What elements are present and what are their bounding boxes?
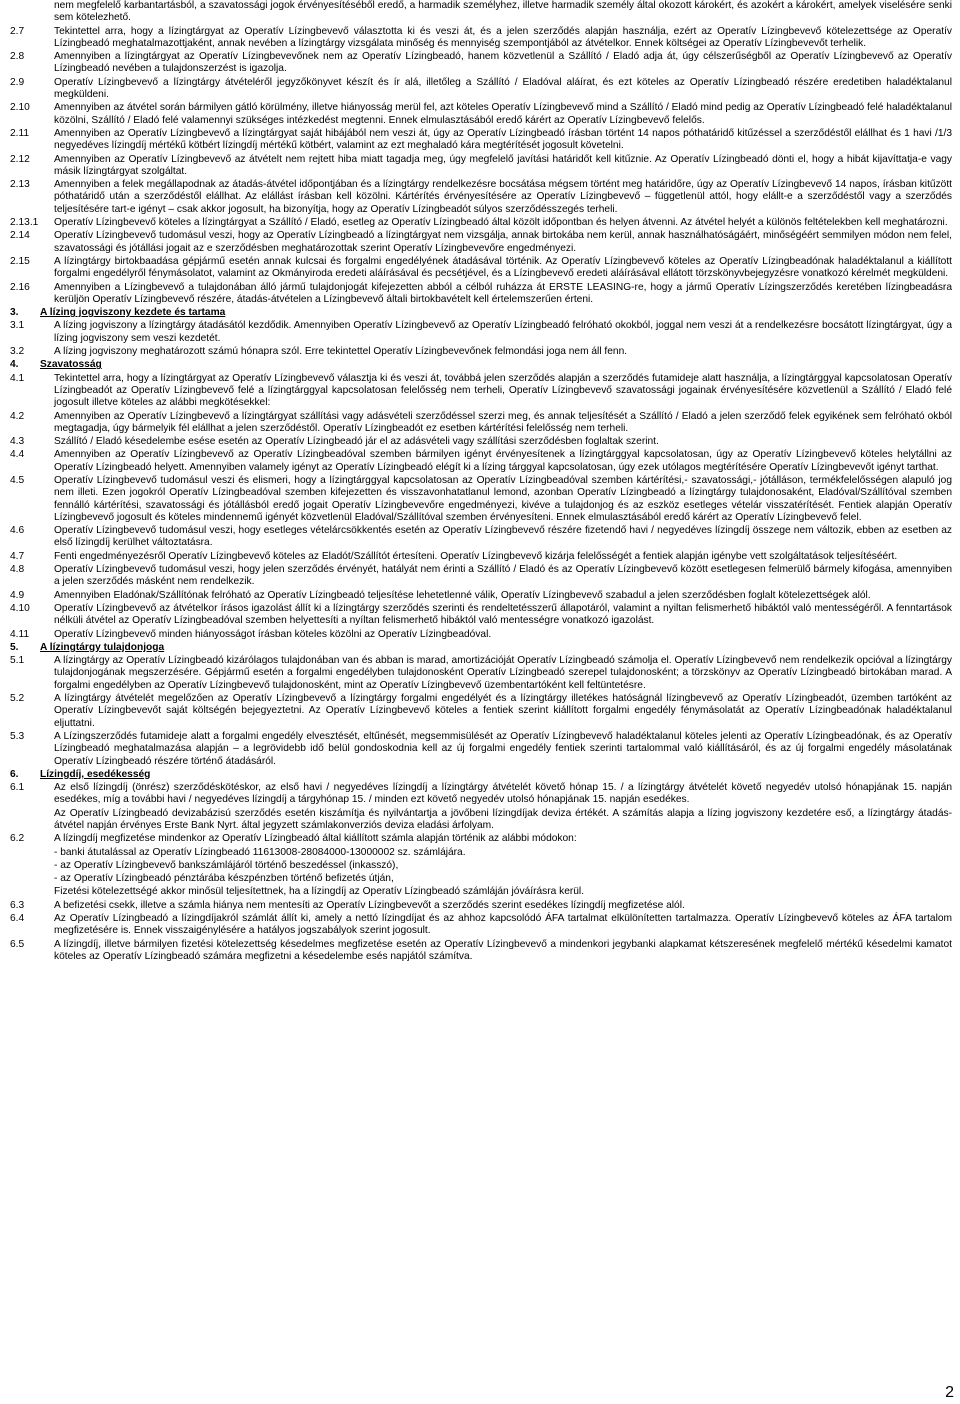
clause-number: 2.15 <box>10 255 30 267</box>
clause-text: Az első lízingdíj (önrész) szerződéskötéskor, az első havi / negyedéves lízingdíj a lízingtárgy átvételét követő hónap 15. / a lízingtárgy átvételét követő negyedév utolsó hónapjának 15. napján esedékes, míg a további havi / negyedéves lízingdíj a tárgyhónap 15. / minden ezt követő negyedév utolsó hónapjának 15. napján esedékes. <box>54 782 952 806</box>
paragraph <box>10 128 952 153</box>
clause-number: 4.8 <box>10 564 25 576</box>
clause-text: Amennyiben a Lízingbevevő a tulajdonában álló jármű tulajdonjogát kifejezetten abból a célból ruházza át ERSTE LEASING-re, hogy a jármű Operatív Lízingszerződés keretében lízingbeadásra kerüljön Operatív Lízingbevevő részére, átadás-átvételen a Lízingbevevő általi birtokbavételt kell értelemszerűen érteni. <box>54 281 952 305</box>
section-title: Szavatosság <box>40 359 102 371</box>
section-title: A lízing jogviszony kezdete és tartama <box>40 307 226 319</box>
clause-number: 3.1 <box>10 320 25 332</box>
clause-number: 2.13 <box>10 179 30 191</box>
paragraph <box>10 629 952 641</box>
clause-text: A Lízingszerződés futamideje alatt a forgalmi engedély elvesztését, eltűnését, megsemmisülését az Operatív Lízingbevevő haladéktalanul köteles jelenti az Operatív Lízingbeadónak, és az Operatív Lízingbeadó meghatalmazása alapján – a legrövidebb idő belül gondoskodnia kell az új forgalmi engedély fentiek szerinti tartalommal való kiállításáról, és az új forgalmi engedély másolatának Operatív Lízingbeadó részére történő átadásáról. <box>54 730 952 767</box>
clause-number: 4.9 <box>10 589 25 601</box>
section-heading <box>10 359 952 371</box>
clause-text: Operatív Lízingbevevő a lízingtárgy átvételéről jegyzőkönyvet készít és ír alá, illetőleg a Szállító / Eladóval aláírat, és ezt köteles az Operatív Lízingbeadó részére eredetiben haladéktalanul megküldeni. <box>54 76 952 101</box>
clause-text: A lízingtárgy az Operatív Lízingbeadó kizárólagos tulajdonában van és abban is marad, amortizációját Operatív Lízingbeadó számolja el. Operatív Lízingbevevő nem rendelkezik opcióval a lízingtárgy tulajdonjogának megszerzésére. Gépjármű esetén a forgalmi engedélyben tulajdonosként Operatív Lízingbeadó szerepel tulajdonosként; a törzskönyv az Operatív Lízingbeadó birtokában marad. A forgalmi engedélyben az Operatív Lízingbevevő tulajdonosként, mint az Operatív Lízingbevevő üzembentartóként kell feltüntetésre. <box>54 655 952 691</box>
paragraph <box>10 436 952 448</box>
clause-number: 4.4 <box>10 449 25 461</box>
paragraph <box>10 449 952 474</box>
clause-number: 2.13.1 <box>10 217 39 229</box>
section-title: Lízingdíj, esedékesség <box>40 768 151 780</box>
clause-number: 2.9 <box>10 76 25 88</box>
paragraph <box>10 693 952 730</box>
paragraph <box>10 873 952 885</box>
clause-text: Amennyiben Eladónak/Szállítónak felróható az Operatív Lízingbeadó teljesítése lehetetlenné válik, Operatív Lízingbevevő szabadul a jelen szerződésben foglalt kötelezettségek alól. <box>54 589 871 601</box>
clause-number: 4.2 <box>10 410 25 422</box>
paragraph <box>10 0 952 25</box>
clause-number: 4.5 <box>10 474 25 486</box>
section-heading <box>10 769 952 781</box>
paragraph <box>10 282 952 307</box>
paragraph <box>10 847 952 859</box>
document-body <box>10 0 952 964</box>
clause-text: Operatív Lízingbevevő tudomásul veszi, hogy esetleges vételárcsökkentés esetén az Operatív Lízingbevevő részére fizetendő havi / negyedéves lízingdíj összege nem változik, ebben az esetben az első lízingdíj kerülhet változtatásra. <box>54 525 952 549</box>
clause-number: 2.11 <box>10 127 30 139</box>
paragraph <box>10 913 952 938</box>
paragraph <box>10 900 952 912</box>
clause-text: A lízingdíj megfizetése mindenkor az Operatív Lízingbeadó által kiállított számla alapján történik az alábbi módokon: <box>54 833 577 845</box>
clause-text: A lízingtárgy birtokbaadása gépjármű esetén annak kulcsai és forgalmi engedélyének átadásával történik. Az Operatív Lízingbevevő köteles az Operatív Lízingbeadónak haladéktalanul a kiállított forgalmi engedélyről fénymásolatot, valamint az Okmányiroda eredeti aláírásával és pecsétjével, és a Lízingbevevő eredeti aláírásával ellátott törzskönyvbejegyzésre vonatkozó kérelmét megküldeni. <box>54 255 952 280</box>
clause-text: - az Operatív Lízingbevevő bankszámlájáról történő beszedéssel (inkasszó), <box>54 859 399 871</box>
clause-text: A lízingdíj, illetve bármilyen fizetési kötelezettség késedelmes megfizetése esetén az Operatív Lízingbevevő a mindenkori jegybanki alapkamat kétszeresének megfelelő mértékű késedelmi kamatot köteles az Operatív Lízingbeadó számára megfizetni a késedelembe esés napjától számítva. <box>54 938 952 962</box>
paragraph <box>10 808 952 833</box>
clause-text: Fizetési kötelezettségé akkor minősül teljesítettnek, ha a lízingdíj az Operatív Lízingbeadó számláján jóváírásra kerül. <box>54 886 585 898</box>
clause-number: 4.3 <box>10 436 25 448</box>
paragraph <box>10 939 952 964</box>
clause-text: A befizetési csekk, illetve a számla hiánya nem mentesíti az Operatív Lízingbevevőt a szerződés szerint esedékes lízingdíj megfizetése alól. <box>54 899 685 911</box>
clause-number: 6.4 <box>10 913 25 925</box>
clause-number: 2.12 <box>10 153 30 165</box>
paragraph <box>10 373 952 410</box>
clause-text: A lízing jogviszony meghatározott számú hónapra szól. Erre tekintettel Operatív Lízingbevevőnek felmondási joga nem áll fenn. <box>54 346 628 358</box>
clause-text: Amennyiben az Operatív Lízingbevevő az Operatív Lízingbeadóval szemben bármilyen igényt érvényesítenek a lízingtárggyal kapcsolatosan, úgy az Operatív Lízingbevevő köteles helytállni az Operatív Lízingbeadó helyett. Amennyiben valamely igényt az Operatív Lízingbeadó elégít ki a lízing tárggyal kapcsolatosan, úgy ezek utólagos megtérítésére Operatív Lízingbevevőt igényt tarthat. <box>54 449 952 473</box>
paragraph <box>10 833 952 845</box>
clause-number: 4.1 <box>10 372 25 384</box>
clause-text: Operatív Lízingbevevő tudomásul veszi, hogy az Operatív Lízingbeadó a lízingtárgyat nem vizsgálja, annak birtokába nem kerül, annak használhatóságáért, minőségéért semmilyen módon nem felel, szavatossági és jótállási jogait az e szerződésben meghatározottak szerint Operatív Lízingbevevőre engedményezi. <box>54 230 952 254</box>
paragraph <box>10 551 952 563</box>
paragraph <box>10 655 952 692</box>
clause-number: 5.3 <box>10 730 25 742</box>
clause-text: Az Operatív Lízingbeadó a lízingdíjakról számlát állít ki, amely a nettó lízingdíjat és az ahhoz kapcsolódó ÁFA tartalmat elkülönítetten tartalmazza. Operatív Lízingbevevő köteles az ÁFA tartalom megfizetésére is. Ennek visszaigénylésére a hatályos jogszabályok szerint jogosult. <box>54 913 952 937</box>
clause-text: Szállító / Eladó késedelembe esése esetén az Operatív Lízingbeadó jár el az adásvételi vagy szállítási szerződésben foglaltak szerint. <box>54 436 659 448</box>
section-title: A lízingtárgy tulajdonjoga <box>40 641 165 653</box>
clause-number: 5.1 <box>10 655 25 667</box>
section-heading <box>10 642 952 654</box>
clause-text: A lízing jogviszony a lízingtárgy átadásától kezdődik. Amennyiben Operatív Lízingbevevő az Operatív Lízingbeadó felróható okokból, joggal nem veszi át a rendelkezésre bocsátott lízingtárgyat, úgy a lízing jogviszony sem veszi kezdetét. <box>54 320 952 344</box>
clause-text: Tekintettel arra, hogy a lízingtárgyat az Operatív Lízingbevevő választja ki és veszi át, továbbá jelen szerződés alapján a szerződés futamideje alatt használja, a lízingtárggyal kapcsolatosan Operatív Lízingbeadót az Operatív Lízingbevevő felé a lízingtárggyal kapcsolatosan felelősség nem terheli, Operatív Lízingbevevő szavatossági jogainak érvényesítésére közvetlenül a Szállító / Eladó felé jogosult illetve köteles az alábbi megkötésekkel: <box>54 372 952 409</box>
paragraph <box>10 230 952 255</box>
section-heading <box>10 307 952 319</box>
section-number: 5. <box>10 641 19 653</box>
clause-text: Amennyiben a felek megállapodnak az átadás-átvétel időpontjában és a lízingtárgy rendelkezésre bocsátása mégsem történt meg határidőre, úgy az Operatív Lízingbevevő 14 napos, írásban kitűzött póthatáridő után a szerződéstől elállhat. Az elállást írásban kell közölni. Kártérítés érvényesítésére az Operatív Lízingbevevő – függetlenül attól, hogy elállt-e a szerződéstől vagy a szerződés teljesítésére tart-e igényt – csak akkor jogosult, ha bizonyítja, hogy az Operatív Lízingbeadót súlyos szerződésszegés terheli. <box>54 179 952 215</box>
clause-number: 6.2 <box>10 833 25 845</box>
paragraph <box>10 525 952 550</box>
paragraph <box>10 320 952 345</box>
clause-number: 2.10 <box>10 102 30 114</box>
section-number: 3. <box>10 307 19 319</box>
paragraph <box>10 179 952 216</box>
clause-number: 4.6 <box>10 525 25 537</box>
paragraph <box>10 51 952 76</box>
clause-text: Az Operatív Lízingbeadó devizabázisú szerződés esetén kiszámítja és nyilvántartja a jövőbeni lízingdíjak deviza értékét. A számítás alapja a lízing jogviszony kezdetére eső, a lízingtárgy átadás-átvétel napján érvényes Erste Bank Nyrt. által jegyzett számlakonverziós deviza eladási árfolyam. <box>54 807 952 831</box>
clause-number: 6.5 <box>10 938 25 950</box>
clause-number: 5.2 <box>10 693 25 705</box>
paragraph <box>10 603 952 628</box>
clause-number: 4.7 <box>10 550 25 562</box>
paragraph <box>10 26 952 51</box>
page-number: 2 <box>945 1384 954 1401</box>
paragraph <box>10 102 952 127</box>
clause-text: Amennyiben az Operatív Lízingbevevő a lízingtárgyat szállítási vagy adásvételi szerződéssel szerzi meg, és annak teljesítését a Szállító / Eladó a jelen szerződő felek egyikének sem felróható okból megtagadja, úgy bármelyik fél elállhat a jelen szerződéstől. Operatív Lízingbeadót ez esetben kártérítési felelősség nem terheli. <box>54 410 952 434</box>
paragraph <box>10 782 952 807</box>
paragraph <box>10 346 952 358</box>
clause-text: A lízingtárgy átvételét megelőzően az Operatív Lízingbevevő a lízingtárgy forgalmi engedélyét és a lízingtárgy illetékes hatóságnál lízingbevevő az Operatív Lízingbeadót, üzemben tartóként az Operatív Lízingbevevőt saját költségén bejegyeztetni. Az Operatív Lízingbevevő köteles a fentiek szerint kiállított forgalmi engedély fénymásolatát az Operatív Lízingbeadónak haladéktalanul eljuttatni. <box>54 693 952 729</box>
clause-text: Operatív Lízingbevevő köteles a lízingtárgyat a Szállító / Eladó, esetleg az Operatív Lízingbeadó által közölt időpontban és helyen átvenni. Az átvétel helyét a különös feltételekben kell meghatározni. <box>54 217 948 229</box>
paragraph <box>10 411 952 436</box>
clause-number: 2.7 <box>10 25 25 37</box>
clause-number: 2.16 <box>10 281 30 293</box>
paragraph <box>10 77 952 102</box>
clause-text: Amennyiben az Operatív Lízingbevevő az átvételt nem rejtett hiba miatt tagadja meg, úgy megfelelő javítási határidőt kell kitűznie. Az Operatív Lízingbeadó dönti el, hogy a hibát kijavíttatja-e vagy másik lízingtárgyat szolgáltat. <box>54 153 952 177</box>
paragraph <box>10 860 952 872</box>
clause-number: 3.2 <box>10 346 25 358</box>
paragraph <box>10 564 952 589</box>
clause-number: 2.8 <box>10 51 25 63</box>
clause-text: Operatív Lízingbevevő tudomásul veszi és elismeri, hogy a lízingtárggyal kapcsolatosan az Operatív Lízingbeadóval szemben kártérítési,- szavatossági,- jótálláson, termékfelelősségen alapuló jog nem illeti. Ezen jogokról Operatív Lízingbeadóval szemben kifejezetten és visszavonhatatlanul lemond, azonban Operatív Lízingbeadó a lízingtárgy tulajdonosaként, Eladóval/Szállítóval szemben fennálló kártérítési, szavatossági és jótállásból eredő jogait Operatív Lízingbevevőre engedményezi, kivéve a tulajdonjog és az eszköz esetleges vételár visszatérítését. Fentiek alapján Operatív Lízingbevevő jogosult és köteles mindennemű igényét közvetlenül Eladóval/Szállítóval szemben érvényesíteni. Ennek elmulasztásából eredő kárért az Operatív Lízingbevevő felel. <box>54 474 952 523</box>
clause-text: Operatív Lízingbevevő tudomásul veszi, hogy jelen szerződés érvényét, hatályát nem érinti a Szállító / Eladó és az Operatív Lízingbevevő között esetlegesen felmerülő bármely kifogása, amennyiben a jelen szerződés másként nem rendelkezik. <box>54 564 952 588</box>
paragraph <box>10 731 952 768</box>
paragraph <box>10 154 952 179</box>
paragraph <box>10 475 952 524</box>
paragraph <box>10 217 952 229</box>
clause-text: Operatív Lízingbevevő az átvételkor írásos igazolást állít ki a lízingtárgy szerződés szerinti és rendeltetésszerű állapotáról, valamint a nyiltan felismerhető hibáktól való mentességéről. A fenntartások nélküli átvétel az Operatív Lízingbeadóval szemben helyettesíti a nyíltan felismerhető hibáktól való mentességre vonatkozó igazolást. <box>54 602 952 627</box>
paragraph <box>10 590 952 602</box>
clause-text: nem megfelelő karbantartásból, a szavatossági jogok érvényesítéséből eredő, a harmadik személyhez, illetve harmadik személy által okozott károkért, és azokért a károkért, amelyek viselésére senki sem kötelezhető. <box>54 0 952 24</box>
paragraph <box>10 886 952 898</box>
clause-text: Tekintettel arra, hogy a lízingtárgyat az Operatív Lízingbevevő választotta ki és veszi át, és a jelen szerződés alapján használja, ezért az Operatív Lízingbevevő kötelezettsége az Operatív Lízingbeadó meghatalmazottjaként, annak nevében a lízingtárgy vizsgálata minőség és mennyiség szempontjából az átvételkor. Ennek költségei az Operatív Lízingbevevőt terhelik. <box>54 25 952 49</box>
clause-number: 6.3 <box>10 899 25 911</box>
clause-number: 2.14 <box>10 230 30 242</box>
section-number: 6. <box>10 768 19 780</box>
section-number: 4. <box>10 359 19 371</box>
clause-text: Operatív Lízingbevevő minden hiányosságot írásban köteles közölni az Operatív Lízingbeadóval. <box>54 628 492 640</box>
clause-text: Fenti engedményezésről Operatív Lízingbevevő köteles az Eladót/Szállítót értesíteni. Operatív Lízingbevevő kizárja felelősségét a fentiek alapján igénybe vett szolgáltatások teljesítéséért. <box>54 550 898 562</box>
clause-number: 6.1 <box>10 782 25 794</box>
clause-text: Amennyiben a lízingtárgyat az Operatív Lízingbevevőnek nem az Operatív Lízingbeadó, hanem közvetlenül a Szállító / Eladó adja át, úgy célszerűségből az Operatív Lízingbevevő az Operatív Lízingbeadó nevében a tulajdonszerzést is igazolja. <box>54 51 952 75</box>
paragraph <box>10 256 952 281</box>
clause-text: - banki átutalással az Operatív Lízingbeadó 11613008-28084000-13000002 sz. számlájára. <box>54 846 466 858</box>
clause-number: 4.11 <box>10 628 30 640</box>
clause-number: 4.10 <box>10 602 30 614</box>
clause-text: Amennyiben az átvétel során bármilyen gátló körülmény, illetve hiányosság merül fel, azt köteles Operatív Lízingbevevő mind a Szállító / Eladó mind pedig az Operatív Lízingbeadó felé haladéktalanul közölni, Szállító / Eladó felé valamennyi szükséges intézkedést megtenni. Ennek elmulasztásából eredő kárért az Operatív Lízingbevevő felelős. <box>54 102 952 126</box>
clause-text: - az Operatív Lízingbeadó pénztárába készpénzben történő befizetés útján, <box>54 873 394 885</box>
clause-text: Amennyiben az Operatív Lízingbevevő a lízingtárgyat saját hibájából nem veszi át, úgy az Operatív Lízingbeadó írásban történt 14 napos póthatáridő kitűzéssel a szerződéstől elállhat és 1 havi /1/3 negyedéves lízingdíj mértékű kötbért lízingdíj mértékű kötbért, valamint az ezt meghaladó kára megtérítését jogosult követelni. <box>54 127 952 152</box>
